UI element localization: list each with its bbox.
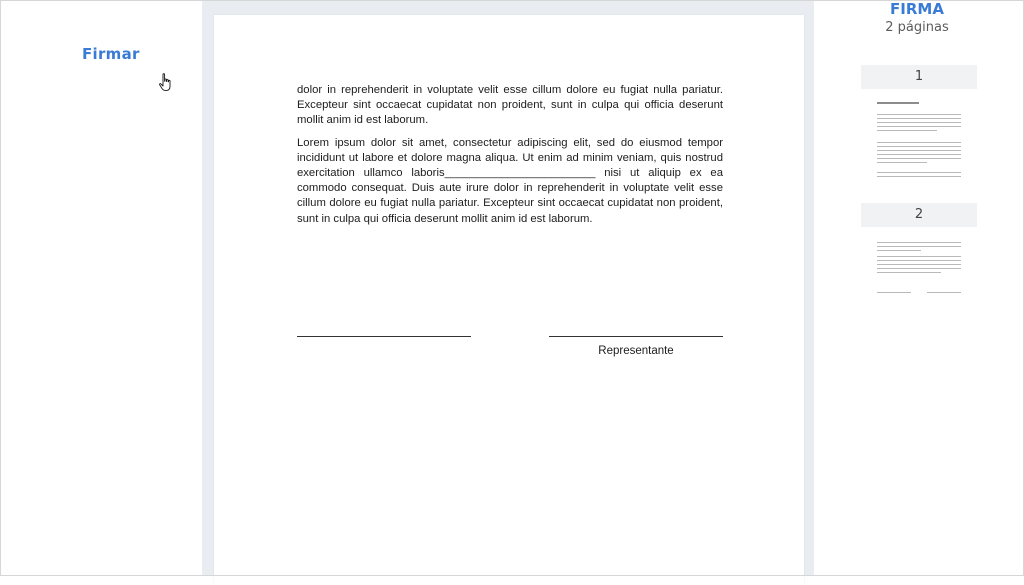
page-thumbnails-panel xyxy=(814,0,1024,576)
paragraph: Lorem ipsum dolor sit amet, consectetur adipiscing elit, sed do eiusmod tempor incididunt ut labore et dolore magna aliqua. Ut enim ad minim veniam, quis nostrud exercitation ullamco laboris________________________ nisi ut aliquip ex ea commodo consequat. Duis aute irure dolor in reprehenderit in voluptate velit esse cillum dolore eu fugiat nulla pariatur. Excepteur sint occaecat cupidatat non proident, sunt in culpa qui officia deserunt mollit anim id est laborum. xyxy=(297,136,723,225)
thumbnail-text-line xyxy=(877,256,961,257)
page-count: 2 páginas xyxy=(885,20,949,35)
signature-line-left[interactable] xyxy=(297,336,471,337)
signature-caption: Representante xyxy=(598,345,674,357)
thumbnail-page-2[interactable] xyxy=(871,234,967,334)
thumbnail-signature-line xyxy=(927,292,961,293)
thumbnail-text-line xyxy=(877,126,961,127)
thumbnail-text-line xyxy=(877,242,961,243)
sign-link[interactable]: Firmar xyxy=(82,45,140,63)
thumbnail-text-line xyxy=(877,130,937,131)
signature-line-right[interactable] xyxy=(549,336,723,337)
thumbnail-text-line xyxy=(877,142,961,143)
thumbnail-text-line xyxy=(877,154,961,155)
thumbnail-text-line xyxy=(877,114,961,115)
thumbnail-text-line xyxy=(877,150,961,151)
thumbnail-heading xyxy=(877,102,919,104)
thumbnail-text-line xyxy=(877,176,961,177)
thumbnail-text-line xyxy=(877,162,927,163)
thumbnail-text-line xyxy=(877,118,961,119)
paragraph: dolor in reprehenderit in voluptate velit esse cillum dolore eu fugiat nulla pariatur. Excepteur sint occaecat cupidatat non proident, sunt in culpa qui officia deserunt mollit anim id est laborum. xyxy=(297,84,723,127)
thumbnail-signature-line xyxy=(877,292,911,293)
thumbnail-text-line xyxy=(877,122,961,123)
document-body xyxy=(297,83,723,234)
thumbnail-text-line xyxy=(877,260,961,261)
thumbnail-text-line xyxy=(877,272,941,273)
thumbnail-text-line xyxy=(877,268,961,269)
document-page xyxy=(214,15,804,585)
hand-pointer-icon xyxy=(158,73,174,93)
thumbnail-text-line xyxy=(877,246,961,247)
thumbnail-page-2-label[interactable]: 2 xyxy=(861,203,977,227)
thumbnail-text-line xyxy=(877,172,961,173)
left-panel xyxy=(0,0,202,576)
thumbnail-text-line xyxy=(877,264,961,265)
document-viewer[interactable] xyxy=(202,0,814,576)
thumbnail-text-line xyxy=(877,146,961,147)
thumbnail-page-1-label[interactable]: 1 xyxy=(861,65,977,89)
thumbnail-page-1[interactable] xyxy=(871,96,967,196)
document-title: FIRMA xyxy=(890,0,944,18)
thumbnail-text-line xyxy=(877,158,961,159)
thumbnail-text-line xyxy=(877,250,921,251)
